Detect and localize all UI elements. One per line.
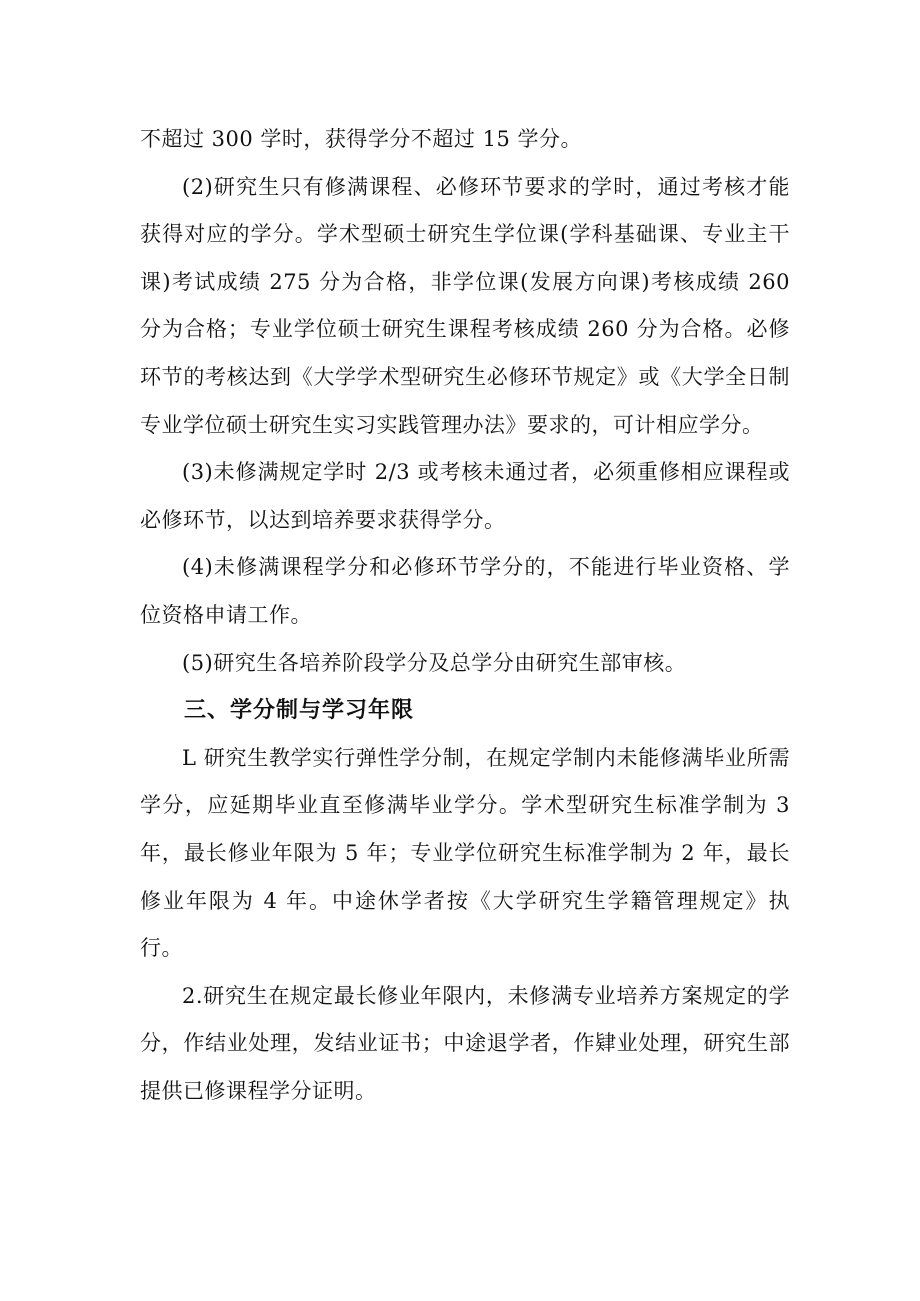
paragraph-item-3-retake: (3)未修满规定学时 2/3 或考核未通过者，必须重修相应课程或必修环节，以达到培养要求获得学分。 <box>140 460 790 532</box>
paragraph-item-4-graduation-eligibility: (4)未修满课程学分和必修环节学分的，不能进行毕业资格、学位资格申请工作。 <box>140 555 790 627</box>
paragraph-item-2-credit-requirements: (2)研究生只有修满课程、必修环节要求的学时，通过考核才能获得对应的学分。学术型硕士研究生学位课(学科基础课、专业主干课)考试成绩 275 分为合格，非学位课(发展方向课)考核成绩 260 分为合格；专业学位硕士研究生课程考核成绩 260 分为合格。必修环节的考核达到《大学学术型研究生必修环节规定》或《大学全日制专业学位硕士研究生实习实践管理办法》要求的，可计相应学分。 <box>140 174 790 437</box>
paragraph-item-1-flexible-credit: L 研究生教学实行弹性学分制，在规定学制内未能修满毕业所需学分，应延期毕业直至修满毕业学分。学术型研究生标准学制为 3 年，最长修业年限为 5 年；专业学位研究生标准学制为 2 年，最长修业年限为 4 年。中途休学者按《大学研究生学籍管理规定》执行。 <box>140 745 790 961</box>
paragraph-item-2-incomplete-credits: 2.研究生在规定最长修业年限内，未修满专业培养方案规定的学分，作结业处理，发结业证书；中途退学者，作肄业处理，研究生部提供已修课程学分证明。 <box>140 983 790 1103</box>
document-body <box>140 116 790 1115</box>
paragraph-credit-limit: 不超过 300 学时，获得学分不超过 15 学分。 <box>140 127 583 151</box>
paragraph-item-5-credit-review: (5)研究生各培养阶段学分及总学分由研究生部审核。 <box>182 650 687 675</box>
section-heading-credit-system: 三、学分制与学习年限 <box>184 698 415 724</box>
